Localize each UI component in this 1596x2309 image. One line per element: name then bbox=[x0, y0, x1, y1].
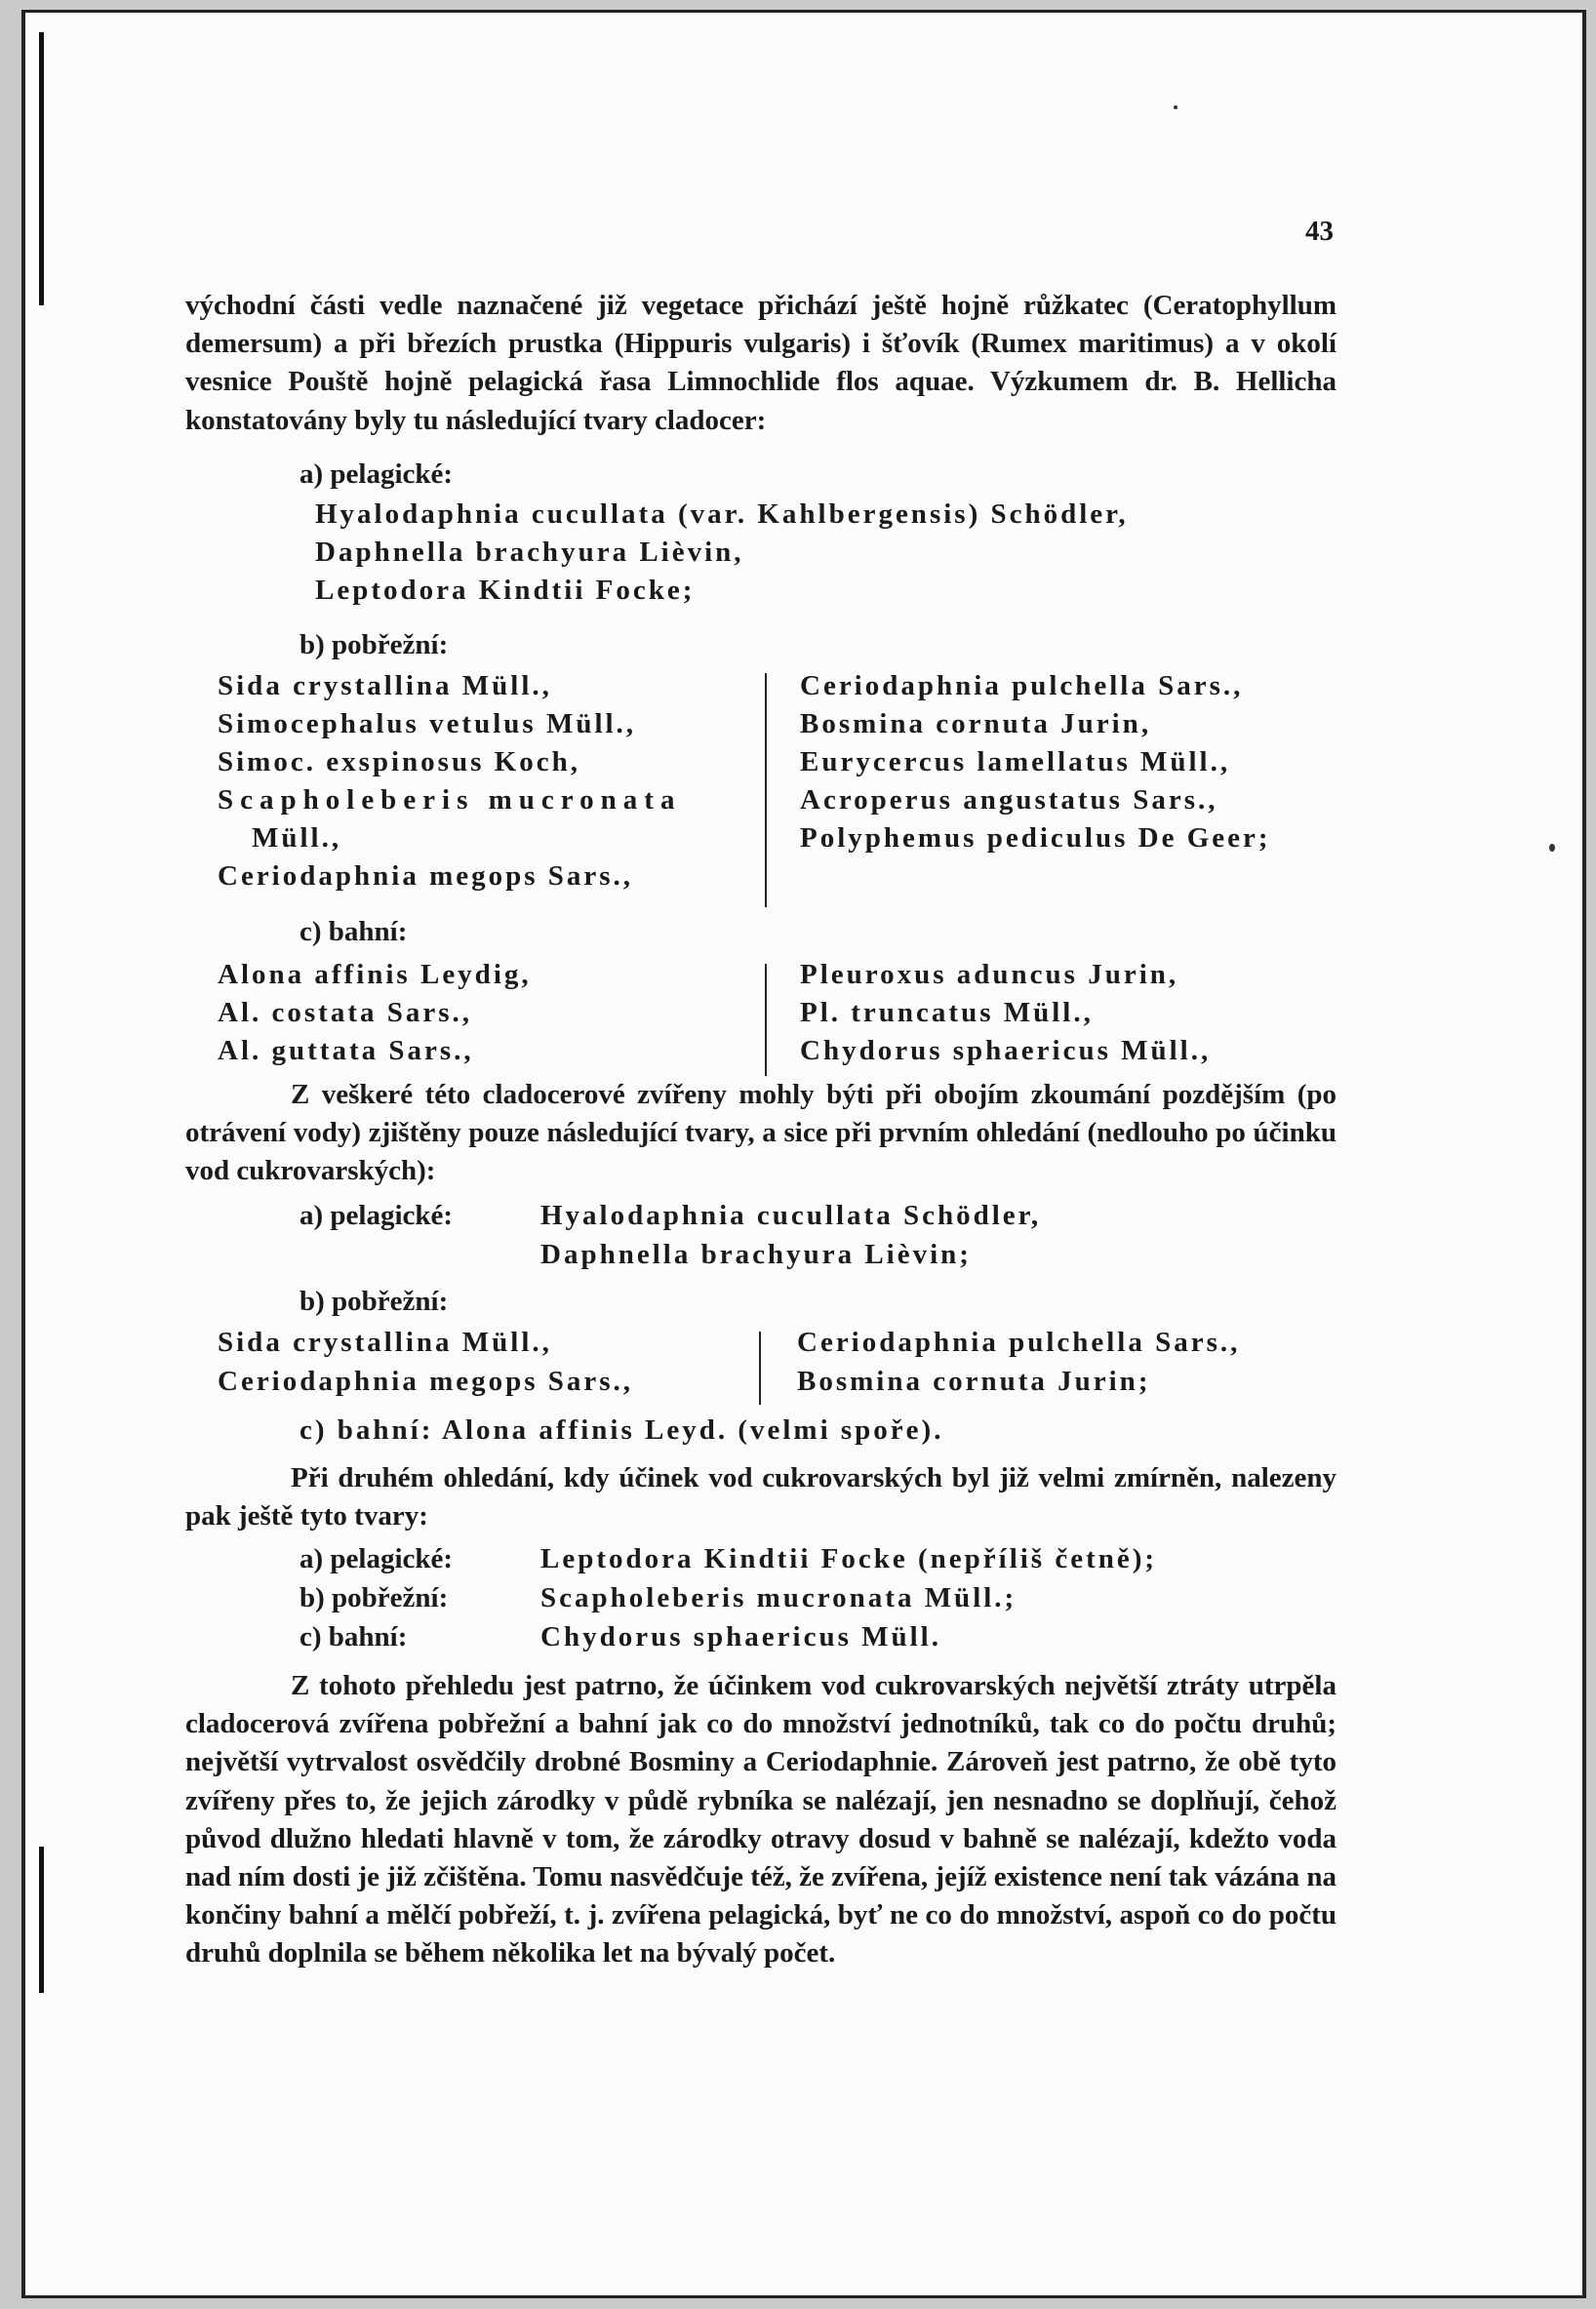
section1-coastal-left-item: Scapholeberis mucronata bbox=[218, 784, 682, 816]
section1-mud-right-item: Pleuroxus aduncus Jurin, bbox=[800, 959, 1179, 990]
section1-coastal-left-item: Simoc. exspinosus Koch, bbox=[218, 746, 580, 777]
section3-label: a) pelagické: bbox=[299, 1543, 454, 1574]
section2-mud-line: c) bahní: Alona affinis Leyd. (velmi spoře). bbox=[299, 1414, 944, 1446]
intro-paragraph: východní části vedle naznačené již vegetace přichází ještě hojně růžkatec (Ceratophyllum demersum) a při březích prustka (Hippuris vulgaris) i šťovík (Rumex maritimus) a v okolí vesnice Pouště hojně pelagická řasa Limnochlide flos aquae. Výzkumem dr. B. Hellicha konstatovány byly tu následující tvary cladocer: bbox=[185, 290, 1337, 436]
section2-pelagic-label: a) pelagické: bbox=[299, 1200, 454, 1231]
paragraph-3: Při druhém ohledání, kdy účinek vod cukrovarských byl již velmi zmírněn, nalezeny pak ještě tyto tvary: bbox=[185, 1462, 1337, 1533]
section1-pelagic-item: Leptodora Kindtii Focke; bbox=[315, 575, 696, 606]
section2-pelagic-item: Hyalodaphnia cucullata Schödler, bbox=[540, 1200, 1042, 1231]
section2-coastal-left-item: Ceriodaphnia megops Sars., bbox=[218, 1366, 634, 1397]
section1-coastal-right-item: Ceriodaphnia pulchella Sars., bbox=[800, 670, 1244, 701]
section1-mud-right-item: Pl. truncatus Müll., bbox=[800, 997, 1094, 1028]
binding-edge bbox=[39, 1847, 44, 1993]
paragraph-4: Z tohoto přehledu jest patrno, že účinkem vod cukrovarských největší ztráty utrpěla cladocerová zvířena pobřežní a bahní jak co do množství jednotníků, tak co do počtu druhů; největší vytrvalost osvědčily drobné Bosminy a Ceriodaphnie. Zároveň jest patrno, že obě tyto zvířeny přes to, že jejich zárodky v půdě rybníka se nalézají, jen nesnadno se doplňují, čehož původ dlužno hledati hlavně v tom, že zárodky otravy dosud v bahně se nalézají, kdežto voda nad ním dosti je již zčištěna. Tomu nasvědčuje též, že zvířena, jejíž existence není tak vázána na končiny bahní a mělčí pobřeží, t. j. zvířena pelagická, byť ne co do množství, aspoň co do počtu druhů doplnila se během několika let na bývalý počet. bbox=[185, 1670, 1337, 1970]
scan-speck bbox=[1549, 844, 1555, 852]
section1-pelagic-label: a) pelagické: bbox=[299, 458, 454, 490]
paragraph-2: Z veškeré této cladocerové zvířeny mohly býti při obojím zkoumání pozdějším (po otrávení vody) zjištěny pouze následující tvary, a sice při prvním ohledání (nedlouho po účinku vod cukrovarských): bbox=[185, 1079, 1337, 1187]
binding-edge bbox=[39, 32, 44, 305]
section2-coastal-right-item: Ceriodaphnia pulchella Sars., bbox=[797, 1327, 1241, 1358]
column-divider bbox=[765, 673, 767, 907]
page-number: 43 bbox=[1305, 216, 1334, 247]
section1-mud-left-item: Al. costata Sars., bbox=[218, 997, 473, 1028]
column-divider bbox=[765, 964, 767, 1076]
section2-coastal-left-item: Sida crystallina Müll., bbox=[218, 1327, 552, 1358]
section1-coastal-left-item: Ceriodaphnia megops Sars., bbox=[218, 860, 634, 892]
section1-coastal-left-item: Simocephalus vetulus Müll., bbox=[218, 708, 637, 739]
section1-coastal-left-item: Müll., bbox=[252, 822, 342, 854]
section1-mud-left-item: Al. guttata Sars., bbox=[218, 1035, 474, 1066]
section1-mud-right-item: Chydorus sphaericus Müll., bbox=[800, 1035, 1212, 1066]
column-divider bbox=[759, 1332, 761, 1405]
section3-label: b) pobřežní: bbox=[299, 1582, 449, 1613]
section1-coastal-right-item: Eurycercus lamellatus Müll., bbox=[800, 746, 1231, 777]
section1-coastal-left-item: Sida crystallina Müll., bbox=[218, 670, 552, 701]
section2-coastal-right-item: Bosmina cornuta Jurin; bbox=[797, 1366, 1151, 1397]
section3-item: Scapholeberis mucronata Müll.; bbox=[540, 1582, 1017, 1613]
section3-item: Leptodora Kindtii Focke (nepříliš četně); bbox=[540, 1543, 1158, 1574]
section1-coastal-right-item: Polyphemus pediculus De Geer; bbox=[800, 822, 1271, 854]
section1-pelagic-item: Hyalodaphnia cucullata (var. Kahlbergensis) Schödler, bbox=[315, 498, 1129, 530]
scan-speck bbox=[1174, 105, 1177, 109]
section1-coastal-right-item: Bosmina cornuta Jurin, bbox=[800, 708, 1152, 739]
section2-pelagic-item: Daphnella brachyura Lièvin; bbox=[540, 1239, 972, 1270]
section1-mud-left-item: Alona affinis Leydig, bbox=[218, 959, 532, 990]
section1-coastal-label: b) pobřežní: bbox=[299, 629, 449, 660]
section1-coastal-right-item: Acroperus angustatus Sars., bbox=[800, 784, 1218, 816]
section1-pelagic-item: Daphnella brachyura Lièvin, bbox=[315, 537, 744, 568]
section2-coastal-label: b) pobřežní: bbox=[299, 1286, 449, 1317]
section3-item: Chydorus sphaericus Müll. bbox=[540, 1621, 941, 1652]
section1-mud-label: c) bahní: bbox=[299, 916, 408, 947]
section3-label: c) bahní: bbox=[299, 1621, 408, 1652]
